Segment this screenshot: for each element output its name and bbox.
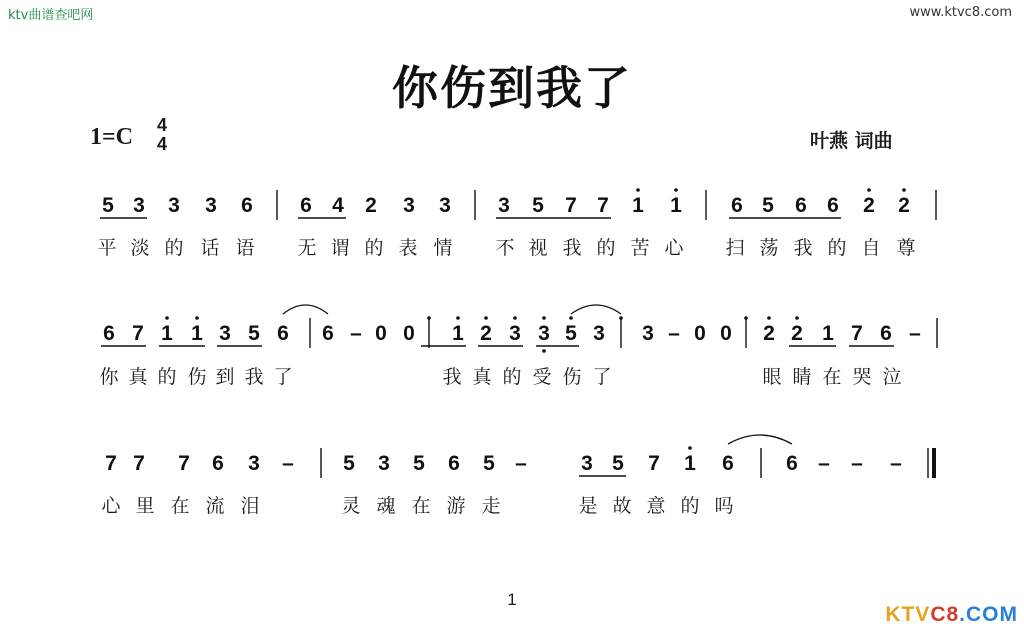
logo-part-1: KTV [885,603,931,626]
lyric-char: 平 [97,237,117,259]
score-note: 6 [795,194,807,217]
site-watermark-left: ktv曲谱查吧网 [8,8,94,23]
score-note: 1 [452,322,464,345]
lyric-char: 心 [101,495,121,517]
score-note: 0 [403,322,415,345]
key-signature: 1=C [90,124,134,150]
lyric-char: 自 [861,237,881,259]
score-note: 2 [898,194,910,217]
lyric-char: 情 [433,237,453,259]
composer-credit: 叶燕 词曲 [810,130,893,152]
octave-dot-above [619,316,623,320]
lyric-char: 真 [472,366,492,388]
score-note: 6 [103,322,115,345]
octave-dot-above [569,316,573,320]
lyric-char: 在 [411,495,431,517]
score-note: 5 [532,194,544,217]
score-note: 0 [720,322,732,345]
lyric-char: 游 [446,495,466,517]
lyric-char: 你 [99,366,119,388]
score-note: 7 [178,452,190,475]
score-note: 3 [581,452,593,475]
score-note: – [668,322,680,345]
score-note: 2 [365,194,377,217]
score-note: 1 [632,194,644,217]
score-note: – [909,322,921,345]
lyric-char: 我 [793,237,813,259]
lyric-char: 伤 [187,366,207,388]
lyric-char: 伤 [562,366,582,388]
score-note: – [851,452,863,475]
lyric-char: 在 [822,366,842,388]
score-note: 3 [168,194,180,217]
score-note: 7 [132,322,144,345]
lyric-char: 的 [157,366,177,388]
lyric-char: 灵 [341,495,361,517]
tie-slur [728,435,792,444]
site-logo [885,603,1018,627]
score-note: – [350,322,362,345]
octave-dot-above [636,188,640,192]
score-note: 6 [827,194,839,217]
score-note: – [818,452,830,475]
score-note: 6 [448,452,460,475]
score-note: 1 [684,452,696,475]
lyric-char: 眼 [762,366,782,388]
lyric-char: 苦 [630,237,650,259]
lyric-char: 魂 [376,495,396,517]
lyric-char: 谓 [330,237,350,259]
lyric-char: 视 [528,237,548,259]
score-note: 3 [509,322,521,345]
score-note: 4 [332,194,344,217]
lyric-char: 意 [646,495,666,517]
score-note: – [515,452,527,475]
time-signature-bottom: 4 [156,134,167,154]
octave-dot-above [456,316,460,320]
octave-dot-above [688,446,692,450]
octave-dot-above [427,316,431,320]
lyric-char: 话 [200,237,220,259]
score-note: 2 [763,322,775,345]
score-note: 6 [241,194,253,217]
score-note: 1 [161,322,173,345]
lyric-char: 吗 [714,495,734,517]
score-note: 3 [498,194,510,217]
score-note: 3 [439,194,451,217]
lyric-char: 的 [680,495,700,517]
tie-slur [283,305,328,314]
score-note: 3 [538,322,550,345]
score-note: 3 [219,322,231,345]
score-note: 2 [791,322,803,345]
lyric-char: 的 [502,366,522,388]
octave-dot-above [484,316,488,320]
lyric-char: 我 [244,366,264,388]
lyric-char: 了 [592,366,612,388]
time-signature-top: 4 [156,115,167,135]
lyric-char: 的 [827,237,847,259]
score-note: 5 [565,322,577,345]
score-note: 6 [880,322,892,345]
lyric-char: 哭 [852,366,872,388]
score-note: 2 [863,194,875,217]
score-note: 5 [483,452,495,475]
lyric-char: 的 [596,237,616,259]
logo-part-3: .COM [959,603,1018,626]
lyric-char: 荡 [759,237,779,259]
score-note: 7 [597,194,609,217]
octave-dot-above [195,316,199,320]
lyric-char: 扫 [725,237,745,259]
lyric-char: 心 [664,237,684,259]
score-note: 3 [403,194,415,217]
octave-dot-above [767,316,771,320]
score-note: 6 [300,194,312,217]
octave-dot-above [744,316,748,320]
tie-slur [571,305,621,314]
lyric-char: 流 [205,495,225,517]
lyric-char: 的 [164,237,184,259]
score-note: 0 [375,322,387,345]
score-note: – [282,452,294,475]
lyric-char: 了 [273,366,293,388]
lyric-char: 语 [235,237,255,259]
score-note: 6 [212,452,224,475]
site-watermark-right: www.ktvc8.com [909,5,1012,20]
page-number: 1 [507,590,517,609]
score-note: 5 [248,322,260,345]
lyric-char: 泪 [240,495,260,517]
lyric-char: 尊 [896,237,916,259]
lyric-char: 淡 [130,237,150,259]
score-note: 3 [248,452,260,475]
score-note: 5 [762,194,774,217]
score-note: 2 [480,322,492,345]
lyric-char: 泣 [882,366,902,388]
score-note: 3 [593,322,605,345]
score-note: 6 [277,322,289,345]
lyric-char: 走 [481,495,501,517]
score-note: 6 [722,452,734,475]
octave-dot-above [165,316,169,320]
score-note: 6 [322,322,334,345]
octave-dot-above [513,316,517,320]
lyric-char: 我 [562,237,582,259]
score-note: 1 [191,322,203,345]
octave-dot-above [795,316,799,320]
score-note: 5 [413,452,425,475]
score-note: – [890,452,902,475]
score-note: 5 [102,194,114,217]
octave-dot-below [542,349,546,353]
score-note: 5 [343,452,355,475]
lyric-char: 睛 [792,366,812,388]
lyric-char: 无 [297,237,317,259]
score-note: 3 [205,194,217,217]
score-note: 0 [694,322,706,345]
octave-dot-above [902,188,906,192]
lyric-char: 里 [135,495,155,517]
logo-part-2: C8 [930,603,960,626]
score-note: 7 [565,194,577,217]
lyric-char: 不 [495,237,515,259]
song-title: 你伤到我了 [392,61,632,115]
score-note: 7 [105,452,117,475]
lyric-char: 的 [364,237,384,259]
score-note: 6 [786,452,798,475]
lyric-char: 故 [612,495,632,517]
lyric-char: 是 [578,495,598,517]
score-note: 3 [133,194,145,217]
score-note: 7 [851,322,863,345]
score-note: 7 [648,452,660,475]
octave-dot-above [867,188,871,192]
score-note: 6 [731,194,743,217]
final-bar-thick [932,448,936,478]
lyric-char: 受 [532,366,552,388]
score-note: 1 [822,322,834,345]
score-note: 5 [612,452,624,475]
score-note: 7 [133,452,145,475]
octave-dot-above [674,188,678,192]
score-note: 3 [642,322,654,345]
lyric-char: 表 [398,237,418,259]
lyric-char: 在 [170,495,190,517]
lyric-char: 我 [442,366,462,388]
lyric-char: 到 [215,366,235,388]
score-note: 1 [670,194,682,217]
score-note: 3 [378,452,390,475]
octave-dot-above [542,316,546,320]
lyric-char: 真 [128,366,148,388]
